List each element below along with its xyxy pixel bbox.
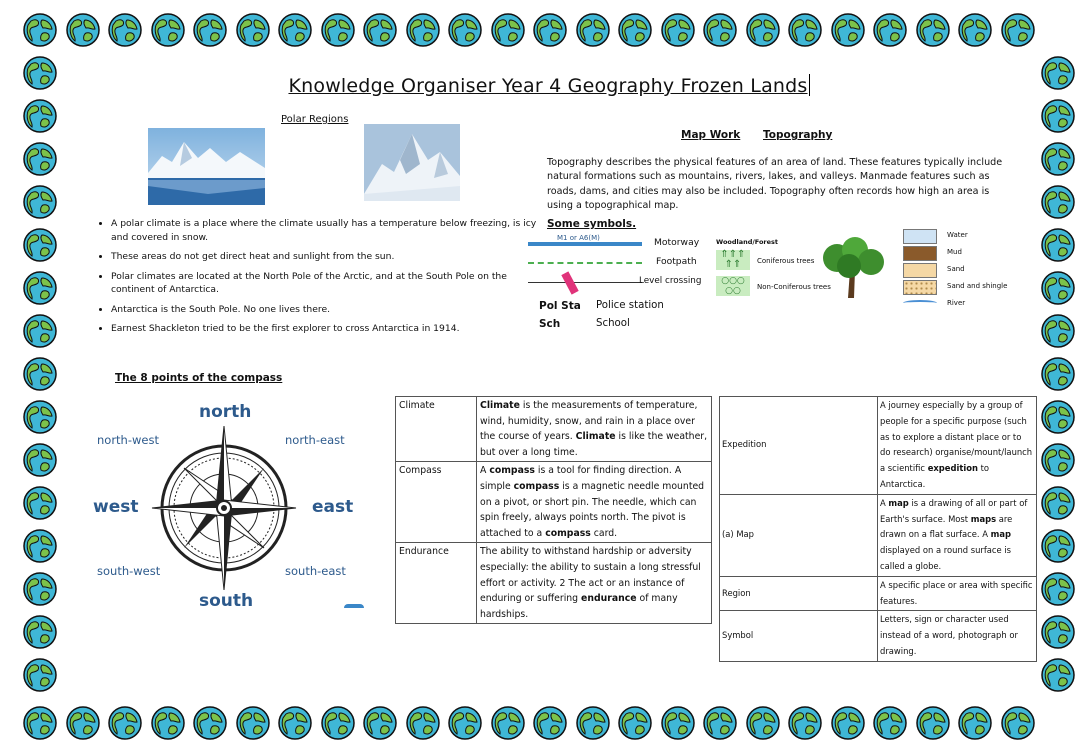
globe-icon	[702, 705, 738, 741]
glossary-row	[720, 576, 1037, 611]
footpath-label: Footpath	[656, 256, 697, 267]
compass-east: east	[312, 497, 354, 517]
globe-icon	[192, 12, 228, 48]
globe-icon	[490, 12, 526, 48]
polar-heading: Polar Regions	[281, 114, 349, 125]
globe-icon	[872, 705, 908, 741]
glossary-definition: A journey especially by a group of people for a specific purpose (such as to explore a distant place or to do research) organise/mount/launch a scientific expedition to Antarctica.	[878, 397, 1037, 495]
motorway-sign-label: M1 or A6(M)	[557, 234, 600, 242]
iceberg-photo	[148, 128, 265, 205]
terrain-label: Water	[947, 231, 968, 239]
globe-icon	[787, 705, 823, 741]
globe-icon	[22, 571, 58, 607]
abbr-police: Pol Sta	[539, 300, 581, 312]
globe-icon	[320, 12, 356, 48]
globe-icon	[1040, 141, 1076, 177]
symbols-heading: Some symbols.	[547, 218, 637, 230]
globe-icon	[1040, 184, 1076, 220]
globe-icon	[490, 705, 526, 741]
glossary-term: Region	[720, 576, 878, 611]
abbr-school: Sch	[539, 318, 561, 330]
globe-icon	[22, 184, 58, 220]
globe-icon	[1000, 705, 1036, 741]
globe-icon	[22, 657, 58, 693]
globe-icon	[65, 705, 101, 741]
globe-icon	[22, 141, 58, 177]
topography-description: Topography describes the physical features of an area of land. These features typically include natural formations such as mountains, rivers, lakes, and valleys. Manmade features such as roads, dams, and cities may also be included. Topography often records how high an area is using a topographical map.	[547, 157, 1003, 211]
compass-north: north	[199, 402, 252, 422]
terrain-label: River	[947, 299, 966, 307]
globe-icon	[22, 227, 58, 263]
globe-icon	[150, 705, 186, 741]
non-coniferous-symbol: ○○○ ○○	[716, 276, 750, 296]
tree-picture	[815, 236, 887, 300]
glossary-term: Expedition	[720, 397, 878, 495]
globe-icon	[617, 705, 653, 741]
globe-icon	[745, 12, 781, 48]
globe-icon	[277, 12, 313, 48]
map-work-heading: Map Work	[681, 129, 741, 141]
coniferous-symbol: ⇑⇑⇑ ⇑⇑	[716, 250, 750, 270]
globe-icon	[235, 705, 271, 741]
woodland-heading: Woodland/Forest	[716, 238, 779, 246]
railway-line-symbol	[528, 282, 642, 283]
glossary-term: Climate	[396, 397, 477, 462]
glossary-definition: Climate is the measurements of temperature, wind, humidity, snow, and rain in a place over the course of years. Climate is like the weather, but over a long time.	[477, 397, 712, 462]
motorway-label: Motorway	[654, 237, 700, 248]
compass-west: west	[93, 497, 139, 517]
compass-south-west: south-west	[97, 564, 161, 578]
globe-icon	[915, 705, 951, 741]
level-crossing-label: Level crossing	[639, 276, 702, 286]
polar-fact-item: • These areas do not get direct heat and sunlight from the sun.	[111, 250, 541, 264]
glossary-term: (a) Map	[720, 494, 878, 576]
compass-south-east: south-east	[285, 564, 346, 578]
globe-icon	[22, 313, 58, 349]
globe-icon	[235, 12, 271, 48]
motorway-symbol	[528, 242, 642, 246]
compass-north-west: north-west	[97, 433, 159, 447]
globe-icon	[1040, 614, 1076, 650]
globe-icon	[617, 12, 653, 48]
globe-icon	[22, 485, 58, 521]
globe-icon	[702, 12, 738, 48]
topography-heading: Topography	[763, 129, 833, 141]
mountain-photo	[364, 124, 460, 201]
globe-icon	[830, 12, 866, 48]
globe-icon	[277, 705, 313, 741]
compass-heading: The 8 points of the compass	[115, 372, 283, 384]
globe-icon	[22, 12, 58, 48]
globe-icon	[1000, 12, 1036, 48]
globe-icon	[745, 705, 781, 741]
non-coniferous-label: Non-Coniferous trees	[757, 283, 831, 291]
glossary-term: Compass	[396, 462, 477, 543]
globe-icon	[22, 442, 58, 478]
polar-fact-item: • Polar climates are located at the North Pole of the Arctic, and at the South Pole on the continent of Antarctica.	[111, 270, 541, 297]
polar-fact-item: • Earnest Shackleton tried to be the first explorer to cross Antarctica in 1914.	[111, 322, 541, 336]
glossary-row	[720, 611, 1037, 661]
glossary-definition: A compass is a tool for finding direction. A simple compass is a magnetic needle mounted on a pivot, or short pin. The needle, which can spin freely, always points north. The pivot is attached to a compass card.	[477, 462, 712, 543]
glossary-row	[396, 543, 712, 624]
glossary-table-right	[719, 396, 1037, 662]
terrain-swatch	[903, 263, 937, 278]
globe-icon	[957, 705, 993, 741]
globe-icon	[22, 98, 58, 134]
globe-icon	[575, 705, 611, 741]
glossary-row	[396, 397, 712, 462]
globe-icon	[1040, 98, 1076, 134]
globe-icon	[1040, 270, 1076, 306]
terrain-label: Mud	[947, 248, 962, 256]
glossary-definition: A specific place or area with specific features.	[878, 576, 1037, 611]
glossary-term: Symbol	[720, 611, 878, 661]
terrain-swatch	[903, 246, 937, 261]
globe-icon	[447, 12, 483, 48]
terrain-label: Sand	[947, 265, 965, 273]
terrain-swatch	[903, 300, 937, 306]
glossary-row	[720, 397, 1037, 495]
globe-icon	[1040, 442, 1076, 478]
glossary-definition: Letters, sign or character used instead of a word, photograph or drawing.	[878, 611, 1037, 661]
glossary-term: Endurance	[396, 543, 477, 624]
abbr-police-meaning: Police station	[596, 300, 664, 311]
globe-icon	[22, 614, 58, 650]
globe-icon	[362, 705, 398, 741]
globe-icon	[660, 12, 696, 48]
globe-icon	[575, 12, 611, 48]
globe-icon	[1040, 571, 1076, 607]
globe-icon	[830, 705, 866, 741]
compass-south: south	[199, 591, 254, 611]
polar-fact-item: • Antarctica is the South Pole. No one lives there.	[111, 303, 541, 317]
globe-icon	[532, 12, 568, 48]
globe-icon	[22, 705, 58, 741]
globe-icon	[22, 399, 58, 435]
terrain-swatch	[903, 280, 937, 295]
glossary-table-left	[395, 396, 712, 624]
globe-icon	[192, 705, 228, 741]
globe-icon	[1040, 313, 1076, 349]
globe-icon	[660, 705, 696, 741]
globe-icon	[405, 705, 441, 741]
globe-icon	[107, 705, 143, 741]
globe-icon	[65, 12, 101, 48]
footpath-symbol	[528, 262, 642, 264]
globe-icon	[1040, 657, 1076, 693]
glossary-row	[396, 462, 712, 543]
globe-icon	[150, 12, 186, 48]
globe-icon	[320, 705, 356, 741]
globe-icon	[915, 12, 951, 48]
globe-icon	[22, 356, 58, 392]
compass-rose	[150, 424, 298, 592]
polar-facts-list	[95, 217, 541, 342]
glossary-row	[720, 494, 1037, 576]
globe-icon	[1040, 356, 1076, 392]
globe-icon	[362, 12, 398, 48]
globe-icon	[787, 12, 823, 48]
compass-north-east: north-east	[285, 433, 345, 447]
page-title: Knowledge Organiser Year 4 Geography Frozen Lands	[288, 75, 808, 97]
globe-icon	[1040, 485, 1076, 521]
decorative-mark	[344, 604, 364, 608]
globe-icon	[107, 12, 143, 48]
globe-icon	[957, 12, 993, 48]
terrain-swatch	[903, 229, 937, 244]
globe-icon	[1040, 227, 1076, 263]
globe-icon	[447, 705, 483, 741]
glossary-definition: A map is a drawing of all or part of Earth's surface. Most maps are drawn on a flat surface. A map displayed on a round surface is called a globe.	[878, 494, 1037, 576]
globe-icon	[872, 12, 908, 48]
glossary-definition: The ability to withstand hardship or adversity especially: the ability to sustain a long stressful effort or activity. 2 The act or an instance of enduring or suffering endurance of many hardships.	[477, 543, 712, 624]
globe-icon	[22, 270, 58, 306]
polar-fact-item: • A polar climate is a place where the climate usually has a temperature below freezing, is icy and covered in snow.	[111, 217, 541, 244]
globe-icon	[405, 12, 441, 48]
abbr-school-meaning: School	[596, 318, 630, 329]
level-crossing-symbol	[561, 271, 578, 294]
terrain-label: Sand and shingle	[947, 282, 1008, 290]
coniferous-label: Coniferous trees	[757, 257, 815, 265]
globe-icon	[22, 528, 58, 564]
globe-icon	[1040, 528, 1076, 564]
globe-icon	[1040, 399, 1076, 435]
globe-icon	[532, 705, 568, 741]
